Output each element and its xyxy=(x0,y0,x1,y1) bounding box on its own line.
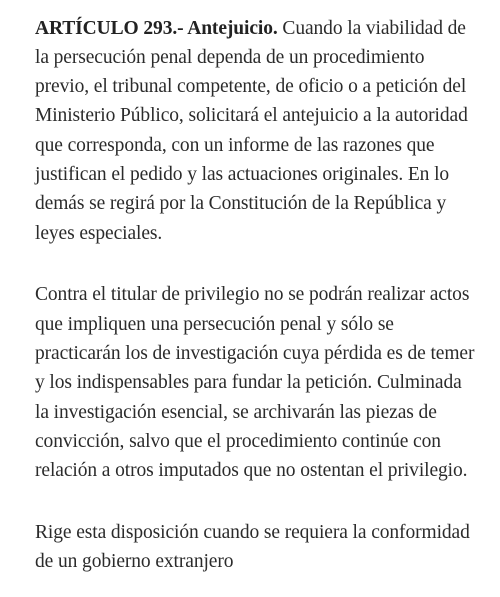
text-line: leyes especiales. xyxy=(35,223,163,244)
paragraph-text: Cuando la viabilidad de xyxy=(277,18,466,39)
text-line: la persecución penal dependa de un procedimiento xyxy=(35,47,425,68)
text-line: Ministerio Público, solicitará el antejuicio a la autoridad xyxy=(35,105,468,126)
text-line: practicarán los de investigación cuya pérdida es de temer xyxy=(35,343,475,364)
text-line: de un gobierno extranjero xyxy=(35,551,234,572)
text-line: demás se regirá por la Constitución de la República y xyxy=(35,193,447,214)
text-line: la investigación esencial, se archivarán las piezas de xyxy=(35,402,437,423)
text-line: Rige esta disposición cuando se requiera la conformidad xyxy=(35,522,470,543)
article-heading: ARTÍCULO 293.- Antejuicio. xyxy=(35,18,278,39)
text-line: previo, el tribunal competente, de oficio o a petición del xyxy=(35,76,467,97)
text-line: y los indispensables para fundar la petición. Culminada xyxy=(35,372,462,393)
text-line: justifican el pedido y las actuaciones originales. En lo xyxy=(35,164,450,185)
text-line: que impliquen una persecución penal y sólo se xyxy=(35,314,394,335)
text-line: Contra el titular de privilegio no se podrán realizar actos xyxy=(35,284,470,305)
text-line xyxy=(35,17,466,41)
text-line: relación a otros imputados que no ostentan el privilegio. xyxy=(35,460,468,481)
text-line: que corresponda, con un informe de las razones que xyxy=(35,135,435,156)
text-line: convicción, salvo que el procedimiento continúe con xyxy=(35,431,441,452)
